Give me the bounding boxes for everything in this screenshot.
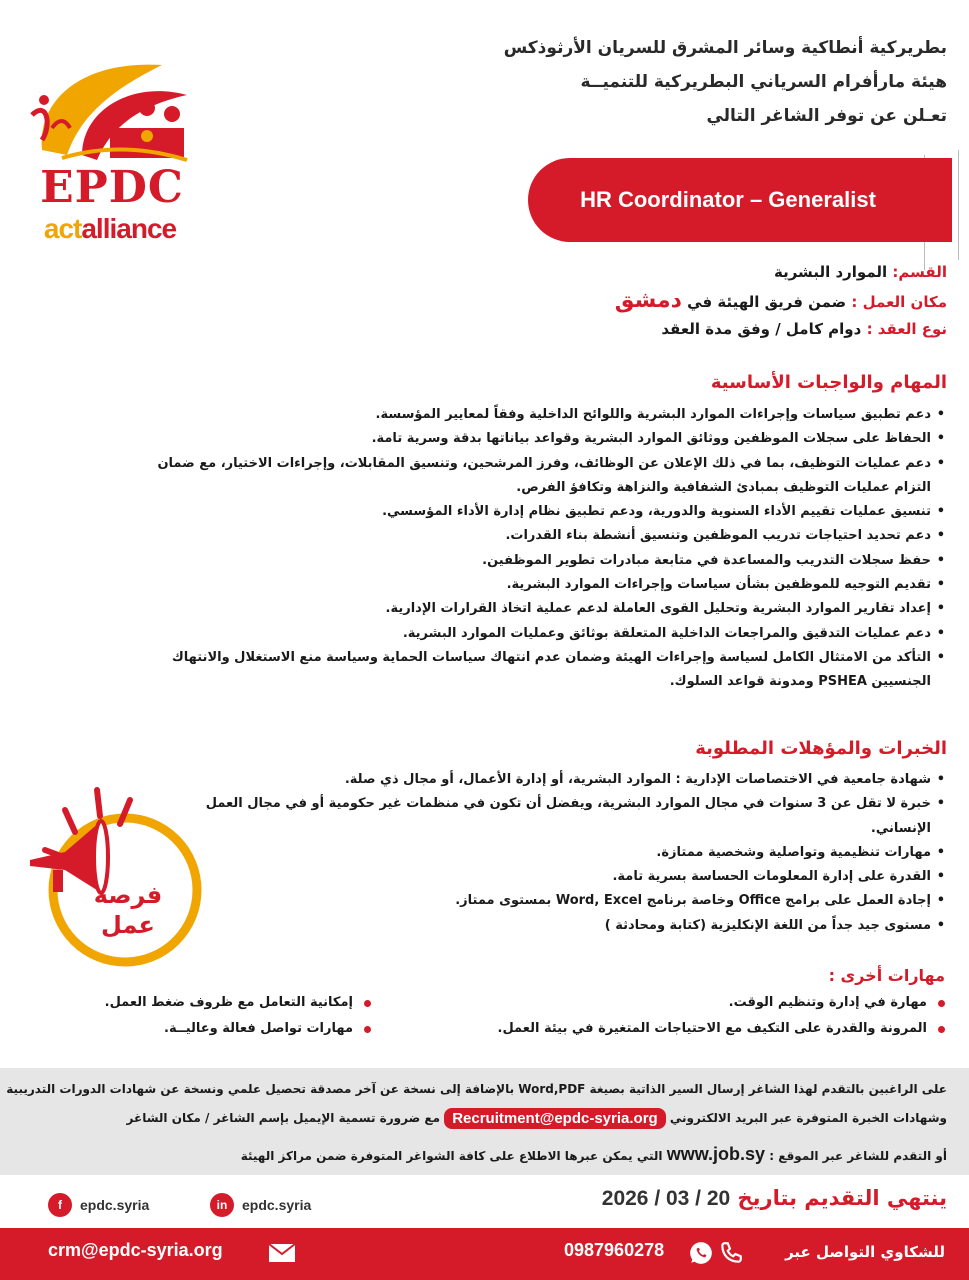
mail-icon [268,1243,296,1263]
list-item: • حفظ سجلات التدريب والمساعدة في متابعة مبادرات تطوير الموظفين. [155,549,945,573]
megaphone-badge-icon [25,780,210,970]
apply-line-3-start: أو التقدم للشاغر عبر الموقع : [769,1149,947,1163]
apply-line-3 [241,1144,947,1165]
location-value: ضمن فريق الهيئة في [687,293,847,311]
logo-alliance: alliance [81,213,177,244]
list-item: • مستوى جيد جداً من اللغة الإنكليزية (كتابة ومحادثة ) [175,914,945,938]
apply-line-2-end: مع ضرورة تسمية الإيميل بإسم الشاغر / مكان الشاغر [126,1111,440,1125]
other-skills-left [105,990,373,1042]
linkedin-link[interactable] [210,1193,311,1217]
job-title: HR Coordinator – Generalist [580,187,876,212]
decor-line-2 [958,150,959,260]
info-department [774,263,947,281]
list-item: • تقديم التوجيه للموظفين بشأن سياسات وإجراءات الموارد البشرية. [155,573,945,597]
location-label: مكان العمل : [851,293,947,311]
complaints-label: للشكاوي التواصل عبر [785,1243,945,1261]
list-item: • التأكد من الامتثال الكامل لسياسة وإجراءات الهيئة وضمان عدم انتهاك سياسات الحماية وسياسة منع الاستغلال والانتهاك الجنسيين PSHEA ومدونة قواعد السلوك. [155,646,945,695]
badge-line-2: عمل [101,911,155,939]
facebook-icon: f [48,1193,72,1217]
info-location [615,288,947,313]
header-line-3: تعـلن عن توفر الشاغر التالي [706,106,947,126]
dept-label: القسم: [892,263,947,281]
footer-email[interactable]: crm@epdc-syria.org [48,1240,223,1260]
badge-line-1: فرصة [93,881,163,909]
deadline-date: 2026 / 03 / 20 [601,1187,731,1210]
other-skills-right [498,990,947,1042]
deadline [588,1186,947,1211]
apply-line-2-start: وشهادات الخبرة المتوفرة عبر البريد الالكتروني [669,1111,947,1125]
logo-actalliance [20,213,200,245]
list-item: مهارات تواصل فعالة وعاليــة. [105,1016,373,1042]
apply-line-3-end: التي يمكن عبرها الاطلاع على كافة الشواغر المتوفرة ضمن مراكز الهيئة [240,1149,663,1163]
list-item: • دعم تطبيق سياسات وإجراءات الموارد البشرية واللوائح الداخلية وفقاً لمعايير المؤسسة. [155,403,945,427]
header-line-2: هيئة مارأفرام السرياني البطريركية للتنميــة [580,72,947,92]
list-item: • تنسيق عمليات تقييم الأداء السنوية والدورية، ودعم تطبيق نظام إدارة الأداء المؤسسي. [155,500,945,524]
recruitment-email-link[interactable]: Recruitment@epdc-syria.org [444,1108,666,1129]
list-item: • إجادة العمل على برامج Office وخاصة برنامج Word, Excel بمستوى ممتاز. [175,889,945,913]
phone-icon [718,1240,744,1266]
info-contract [661,320,947,338]
deadline-label: ينتهي التقديم بتاريخ [737,1186,947,1210]
qualifications-list [175,768,945,938]
list-item: • دعم عمليات التوظيف، بما في ذلك الإعلان عن الوظائف، وفرز المرشحين، وتنسيق المقابلات، وإجراءات الاختيار، مع ضمان التزام عمليات التوظيف بمبادئ الشفافية والنزاهة وتكافؤ الفرص. [155,452,945,501]
list-item: • الحفاظ على سجلات الموظفين ووثائق الموارد البشرية وقواعد بياناتها بدقة وسرية تامة. [155,427,945,451]
list-item: • دعم عمليات التدقيق والمراجعات الداخلية المتعلقة بوثائق وعمليات الموارد البشرية. [155,622,945,646]
badge-text [78,880,178,940]
other-skills-title: مهارات أخرى : [828,966,945,985]
duties-title: المهام والواجبات الأساسية [710,372,947,393]
duties-list [155,403,945,695]
list-item: المرونة والقدرة على التكيف مع الاحتياجات المتغيرة في بيئة العمل. [498,1016,947,1042]
list-item: مهارة في إدارة وتنظيم الوقت. [498,990,947,1016]
apply-line-1: على الراغبين بالتقدم لهذا الشاغر إرسال السير الذاتية بصيغة Word,PDF بالإضافة إلى نسخة عن آخر مصدقة تحصيل علمي ونسخة عن شهادات الدورات التدريبية [6,1082,947,1096]
qualifications-title: الخبرات والمؤهلات المطلوبة [695,738,947,759]
list-item: • إعداد تقارير الموارد البشرية وتحليل القوى العاملة لدعم عملية اتخاذ القرارات الإدارية. [155,597,945,621]
dept-value: الموارد البشرية [774,263,888,281]
list-item: • مهارات تنظيمية وتواصلية وشخصية ممتازة. [175,841,945,865]
list-item: • خبرة لا تقل عن 3 سنوات في مجال الموارد البشرية، ويفضل أن تكون في منظمات غير حكومية أو في مجال العمل الإنساني. [175,792,945,841]
linkedin-handle: epdc.syria [242,1197,312,1213]
header-line-1: بطريركية أنطاكية وسائر المشرق للسريان الأرثوذكس [503,38,947,58]
whatsapp-icon [688,1240,714,1266]
contract-label: نوع العقد : [866,320,947,338]
contract-value: دوام كامل / وفق مدة العقد [661,320,862,338]
list-item: إمكانية التعامل مع ظروف ضغط العمل. [105,990,373,1016]
facebook-handle: epdc.syria [80,1197,150,1213]
apply-line-2 [127,1108,947,1129]
footer-phone[interactable]: 0987960278 [564,1240,665,1260]
logo-act: act [43,213,82,244]
location-city: دمشق [614,288,682,313]
linkedin-icon: in [210,1193,234,1217]
website-link[interactable]: www.job.sy [666,1144,766,1164]
list-item: • شهادة جامعية في الاختصاصات الإدارية : الموارد البشرية، أو إدارة الأعمال، أو مجال ذي صلة. [175,768,945,792]
list-item: • القدرة على إدارة المعلومات الحساسة بسرية تامة. [175,865,945,889]
list-item: • دعم تحديد احتياجات تدريب الموظفين وتنسيق أنشطة بناء القدرات. [155,524,945,548]
facebook-link[interactable] [48,1193,149,1217]
logo-brand: EPDC [40,162,184,213]
